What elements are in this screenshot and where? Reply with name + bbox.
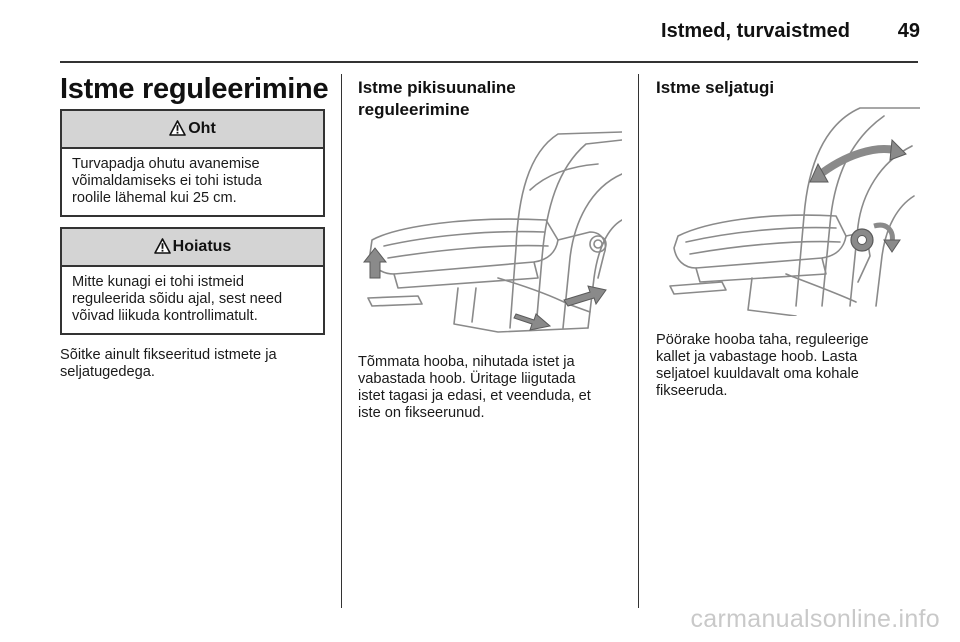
note-line: Sõitke ainult fikseeritud istmete ja xyxy=(60,347,277,363)
warning-line: Mitte kunagi ei tohi istmeid xyxy=(72,274,244,290)
warning-notice-header xyxy=(62,229,323,267)
column-divider-1 xyxy=(341,74,342,608)
page-number: 49 xyxy=(897,20,920,42)
backrest-paragraph xyxy=(656,332,869,400)
warning-label: Hoiatus xyxy=(172,238,232,255)
heading-line: reguleerimine xyxy=(358,100,470,119)
seat-backrest-illustration xyxy=(656,106,920,316)
text-line: iste on fikseerunud. xyxy=(358,405,485,421)
danger-line: Turvapadja ohutu avanemise xyxy=(72,156,260,172)
seat-longitudinal-illustration xyxy=(358,128,622,338)
seat-illustration xyxy=(656,106,920,316)
text-line: Pöörake hooba taha, reguleerige xyxy=(656,332,869,348)
text-line: fikseeruda. xyxy=(656,383,728,399)
warning-triangle-icon xyxy=(169,120,186,136)
text-line: seljatoel kuuldavalt oma kohale xyxy=(656,366,859,382)
note-line: seljatugedega. xyxy=(60,364,155,380)
lift-arrow-icon xyxy=(364,248,386,278)
warning-line: reguleerida sõidu ajal, sest need xyxy=(72,291,283,307)
danger-label: Oht xyxy=(188,120,216,137)
warning-notice-body xyxy=(62,267,323,333)
recline-knob-icon xyxy=(851,229,873,251)
danger-notice xyxy=(60,109,325,217)
warning-triangle-icon xyxy=(154,238,171,254)
danger-notice-header xyxy=(62,111,323,149)
header-title: Istmed, turvaistmed xyxy=(661,20,850,42)
longitudinal-heading xyxy=(358,77,516,121)
knob-rotation-arrow-icon xyxy=(874,225,900,252)
slide-arrows-icon xyxy=(514,286,606,330)
backrest-heading: Istme seljatugi xyxy=(656,78,775,97)
text-line: kallet ja vabastage hoob. Lasta xyxy=(656,349,858,365)
watermark: carmanualsonline.info xyxy=(690,605,940,633)
danger-notice-body xyxy=(62,149,323,215)
longitudinal-paragraph xyxy=(358,354,591,422)
warning-line: võivad liikuda kontrollimatult. xyxy=(72,308,258,324)
text-line: vabastada hoob. Üritage liigutada xyxy=(358,371,576,387)
warning-notice xyxy=(60,227,325,335)
danger-line: võimaldamiseks ei tohi istuda xyxy=(72,173,262,189)
text-line: Tõmmata hooba, nihutada istet ja xyxy=(358,354,575,370)
column-divider-2 xyxy=(638,74,639,608)
seat-illustration xyxy=(358,128,622,338)
header-rule xyxy=(60,61,918,63)
note-paragraph xyxy=(60,347,277,381)
danger-line: roolile lähemal kui 25 cm. xyxy=(72,190,237,206)
page-header xyxy=(60,18,920,58)
recline-arrow-icon xyxy=(810,140,906,182)
heading-line: Istme pikisuunaline xyxy=(358,78,516,97)
text-line: istet tagasi ja edasi, et veenduda, et xyxy=(358,388,591,404)
section-heading: Istme reguleerimine xyxy=(60,73,329,105)
